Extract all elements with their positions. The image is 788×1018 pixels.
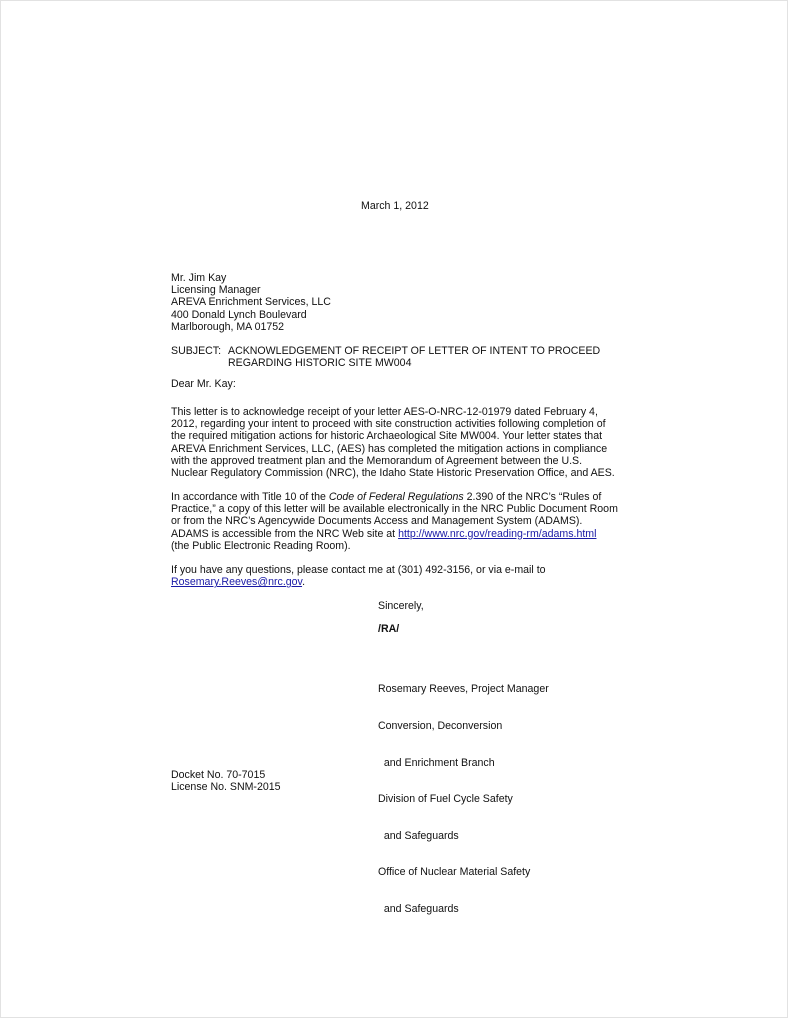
text-line: or from the NRC’s Agencywide Documents Access and Management System (ADAMS). [171,515,583,528]
text-line: If you have any questions, please contact me at (301) 492-3156, or via e-mail to [171,564,546,576]
text-line [171,491,618,503]
subject-label: SUBJECT: [171,345,222,357]
subject-line: REGARDING HISTORIC SITE MW004 [228,357,412,370]
address-line: Mr. Jim Kay [171,272,227,284]
docket-number: Docket No. 70-7015 [171,769,266,781]
license-number: License No. SNM-2015 [171,781,281,794]
paragraph-3 [171,564,546,588]
recipient-address [171,272,331,333]
text: . [302,576,306,589]
address-line: Licensing Manager [171,284,261,297]
salutation: Dear Mr. Kay: [171,378,236,390]
address-line: 400 Donald Lynch Boulevard [171,308,307,321]
text-line: the required mitigation actions for historic Archaeological Site MW004. Your letter states that [171,430,603,443]
text-line: with the approved treatment plan and the Memorandum of Agreement between the U.S. [171,454,583,467]
closing: Sincerely, [378,600,424,612]
adams-link[interactable]: http://www.nrc.gov/reading-rm/adams.html [398,527,597,540]
signer-line: and Safeguards [378,902,459,915]
paragraph-2 [171,491,618,552]
signer-line: Rosemary Reeves, Project Manager [378,683,549,696]
docket-info [171,769,281,793]
signer-block [378,659,549,940]
signer-line: Office of Nuclear Material Safety [378,866,531,879]
text: ADAMS is accessible from the NRC Web site at [171,527,399,540]
text-line: This letter is to acknowledge receipt of your letter AES-O-NRC-12-01979 dated February 4, [171,406,598,418]
paragraph-1 [171,406,615,479]
text-line: (the Public Electronic Reading Room). [171,539,351,552]
cfr-title: Code of Federal Regulations [328,491,464,503]
text: 2.390 of the NRC’s “Rules of [463,491,602,503]
text-line [171,576,546,588]
signature: /RA/ [378,623,400,635]
subject-text [228,345,600,369]
address-line: AREVA Enrichment Services, LLC [171,296,331,309]
signer-line: Conversion, Deconversion [378,720,503,732]
signer-line: Division of Fuel Cycle Safety [378,793,513,806]
subject-line: ACKNOWLEDGEMENT OF RECEIPT OF LETTER OF INTENT TO PROCEED [228,345,601,357]
email-link[interactable]: Rosemary.Reeves@nrc.gov [171,576,303,589]
letter-date: March 1, 2012 [361,200,429,212]
text-line: 2012, regarding your intent to proceed with site construction activities following completion of [171,418,606,431]
text-line [171,528,618,540]
text-line: AREVA Enrichment Services, LLC, (AES) has completed the mitigation actions in compliance [171,442,608,455]
address-line: Marlborough, MA 01752 [171,320,285,333]
signer-line: and Enrichment Branch [378,756,495,769]
text-line: Nuclear Regulatory Commission (NRC), the Idaho State Historic Preservation Office, and AES. [171,466,615,479]
signer-line: and Safeguards [378,829,459,842]
subject [171,345,221,357]
text: In accordance with Title 10 of the [171,491,329,503]
text-line: Practice,” a copy of this letter will be available electronically in the NRC Public Document Room [171,503,618,516]
